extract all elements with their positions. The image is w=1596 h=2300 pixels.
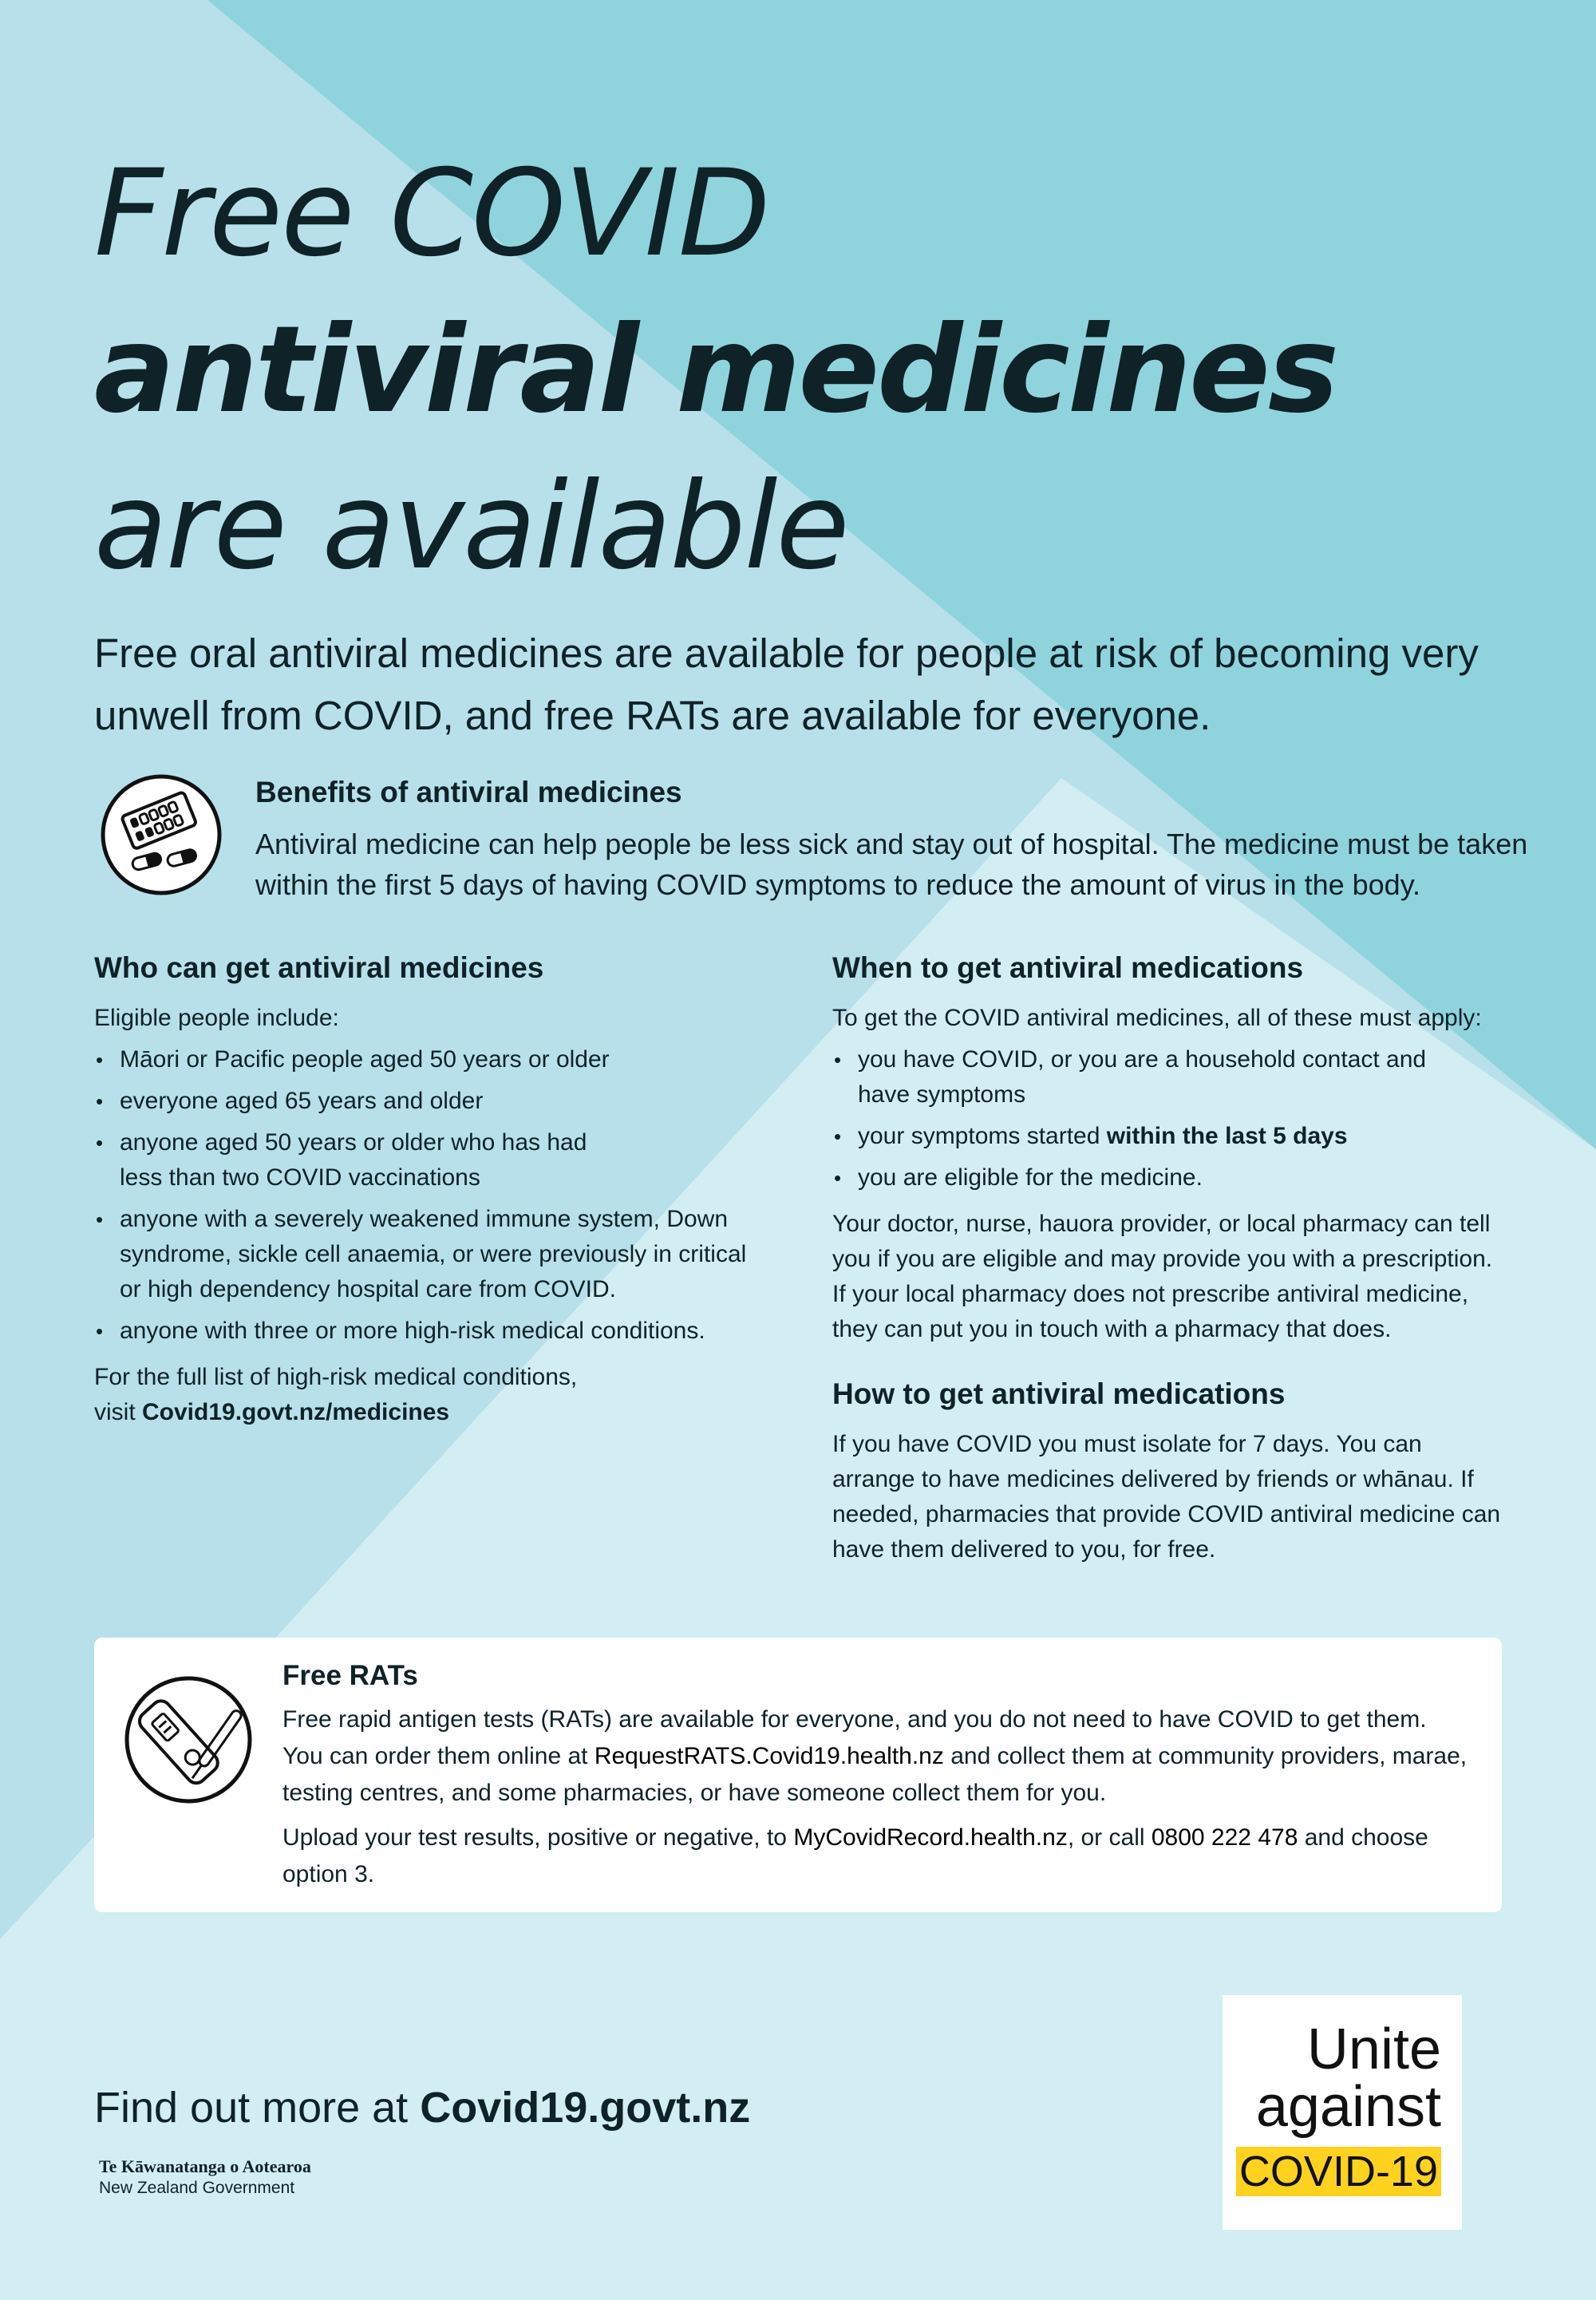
title-line-3: are available — [94, 457, 848, 596]
when-paragraph: Your doctor, nurse, hauora provider, or local pharmacy can tell you if you are eligible and may provide you with a prescription. If your local pharmacy does not prescribe antiviral medicine, they can put you in touch with a pharmacy that does. — [832, 1211, 1493, 1342]
list-item — [832, 1119, 1535, 1154]
gov-english-name: New Zealand Government — [99, 2179, 295, 2197]
when-intro: To get the COVID antiviral medicines, all of these must apply: — [832, 1005, 1482, 1031]
list-item: • anyone with three or more high-risk medical conditions. — [94, 1314, 788, 1349]
gov-maori-name: Te Kāwanatanga o Aotearoa — [99, 2156, 311, 2176]
who-list — [94, 1042, 788, 1349]
intro-text: Free oral antiviral medicines are available for people at risk of becoming very unwell from COVID, and free RATs are available for everyone. — [94, 630, 1479, 738]
how-heading: How to get antiviral medications — [832, 1377, 1286, 1410]
benefits-heading: Benefits of antiviral medicines — [255, 776, 682, 808]
rats-heading: Free RATs — [282, 1660, 418, 1691]
list-item: • anyone with a severely weakened immune system, Down syndrome, sickle cell anaemia, or were previously in critical or high dependency hospital care from COVID. — [94, 1202, 774, 1307]
rats-text1-a: Free rapid antigen tests (RATs) are available for everyone, and you do not need to have COVID to get them. You can order them online at — [282, 1706, 1427, 1769]
logo-line-2: against — [1255, 2075, 1441, 2139]
who-section — [94, 948, 788, 1437]
rats-text1-b: and collect them at community providers, marae, testing centres, and some pharmacies, or have someone collect them for you. — [282, 1743, 1468, 1806]
who-intro: Eligible people include: — [94, 1005, 339, 1031]
unite-against-covid-logo — [1223, 1995, 1462, 2230]
logo-line-3: COVID-19 — [1236, 2147, 1441, 2196]
rats-text — [282, 1701, 1472, 1812]
how-text: If you have COVID you must isolate for 7 days. You can arrange to have medicines delivered by friends or whānau. If needed, pharmacies that provide COVID antiviral medicine can have them delivered to you, for free. — [832, 1431, 1501, 1563]
within-last-5-days: within the last 5 days — [1106, 1123, 1348, 1149]
when-heading: When to get antiviral medications — [832, 951, 1304, 984]
list-item: • you are eligible for the medicine. — [832, 1160, 1535, 1195]
who-footer — [94, 1360, 613, 1430]
request-rats-link[interactable]: RequestRATS.Covid19.health.nz — [594, 1743, 944, 1769]
when-list — [832, 1042, 1535, 1195]
page-title — [94, 136, 1531, 605]
find-out-more — [94, 2083, 750, 2132]
medicines-link[interactable]: Covid19.govt.nz/medicines — [142, 1399, 450, 1425]
title-line-2: antiviral medicines — [94, 301, 1337, 440]
list-item: • anyone aged 50 years or older who has had less than two COVID vaccinations — [94, 1125, 630, 1195]
find-out-prefix: Find out more at — [94, 2084, 421, 2132]
rats-text2-b: , or call — [1067, 1824, 1152, 1851]
covid19-website-link[interactable]: Covid19.govt.nz — [420, 2084, 751, 2132]
when-item2-prefix: your symptoms started — [858, 1123, 1107, 1149]
benefits-text: Antiviral medicine can help people be less sick and stay out of hospital. The medicine must be taken within the first 5 days of having COVID symptoms to reduce the amount of virus in the body. — [255, 828, 1528, 901]
title-line-1: Free COVID — [94, 144, 769, 283]
mycovidrecord-link[interactable]: MyCovidRecord.health.nz — [793, 1824, 1068, 1851]
who-footer-prefix: For the full list of high-risk medical conditions, visit — [94, 1364, 578, 1425]
free-rats-box — [94, 1638, 1502, 1912]
who-heading: Who can get antiviral medicines — [94, 951, 544, 984]
rats-text2-c: and choose option 3. — [282, 1824, 1428, 1887]
list-item: • you have COVID, or you are a household contact and have symptoms — [832, 1042, 1472, 1112]
rats-upload-text — [282, 1820, 1472, 1893]
pill-blister-icon — [99, 773, 223, 897]
phone-number[interactable]: 0800 222 478 — [1151, 1824, 1298, 1851]
rapid-antigen-test-icon — [123, 1674, 254, 1805]
rats-text2-a: Upload your test results, positive or negative, to — [282, 1824, 794, 1851]
when-section — [832, 948, 1535, 1574]
list-item: • Māori or Pacific people aged 50 years or older — [94, 1042, 788, 1077]
list-item: • everyone aged 65 years and older — [94, 1084, 788, 1119]
logo-line-1: Unite — [1306, 2017, 1441, 2081]
